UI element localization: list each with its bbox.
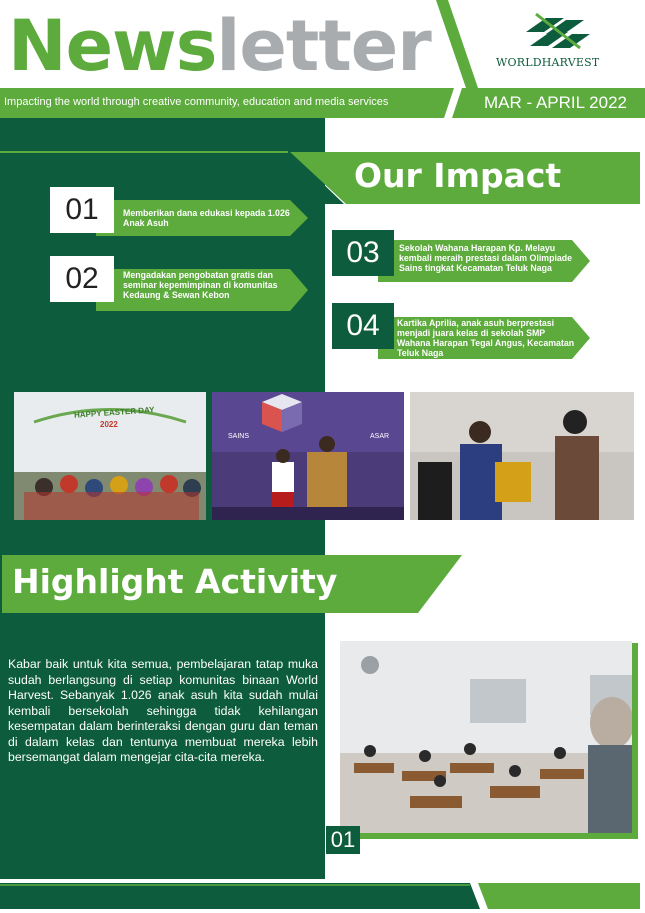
title-part-letter: letter [216,5,431,87]
newsletter-title [8,4,431,88]
impact-2-text: Mengadakan pengobatan gratis dan seminar kepemimpinan di komunitas Kedaung & Sewan Kebon [123,270,278,300]
our-impact-heading: Our Impact [354,156,562,195]
easter-banner-text: HAPPY EASTER DAY [73,405,155,420]
impact-3-number: 03 [332,230,394,276]
logo-wordmark: WORLDHARVEST [496,56,600,69]
easter-banner-year: 2022 [100,420,118,429]
footer-stripe [0,879,645,913]
photo-science-olympiad [212,392,404,520]
impact-1-text: Memberikan dana edukasi kepada 1.026 Anak Asuh [123,208,290,228]
title-part-news: News [8,5,217,87]
world-harvest-logo-icon [524,12,592,50]
highlight-heading: Highlight Activity [12,562,338,601]
issue-date: MAR - APRIL 2022 [484,93,627,112]
tagline: Impacting the world through creative community, education and media services [4,96,389,108]
header-bar-divider [440,88,470,118]
photo-number: 01 [326,826,360,854]
stage-text-asar: ASAR [370,433,390,440]
stage-text-sains: SAINS [228,433,250,440]
impact-4-number: 04 [332,303,394,349]
photo-award-recipient [410,392,634,520]
impact-3-text: Sekolah Wahana Harapan Kp. Melayu kembali meraih prestasi dalam Olimpiade Sains tingkat Kecamatan Teluk Naga [399,243,573,273]
impact-4-text: Kartika Aprilia, anak asuh berprestasi menjadi juara kelas di sekolah SMP Wahana Harapan Tegal Angus, Kecamatan Teluk Naga [397,318,575,358]
photo-easter-celebration [14,392,206,520]
impact-1-number: 01 [50,187,114,233]
title-accent-slash [430,0,480,90]
photo-classroom [340,641,632,833]
impact-2-number: 02 [50,256,114,302]
highlight-paragraph: Kabar baik untuk kita semua, pembelajaran tatap muka sudah berlangsung di setiap komunitas binaan World Harvest. Sebanyak 1.026 anak asuh kita sudah mulai kembali bersekolah sehingga tidak kehilangan kesempatan dalam berinteraksi dengan guru dan teman di dalam kelas dan tentunya membuat mereka lebih bersemangat dalam mengejar cita-cita mereka. [8,657,318,764]
